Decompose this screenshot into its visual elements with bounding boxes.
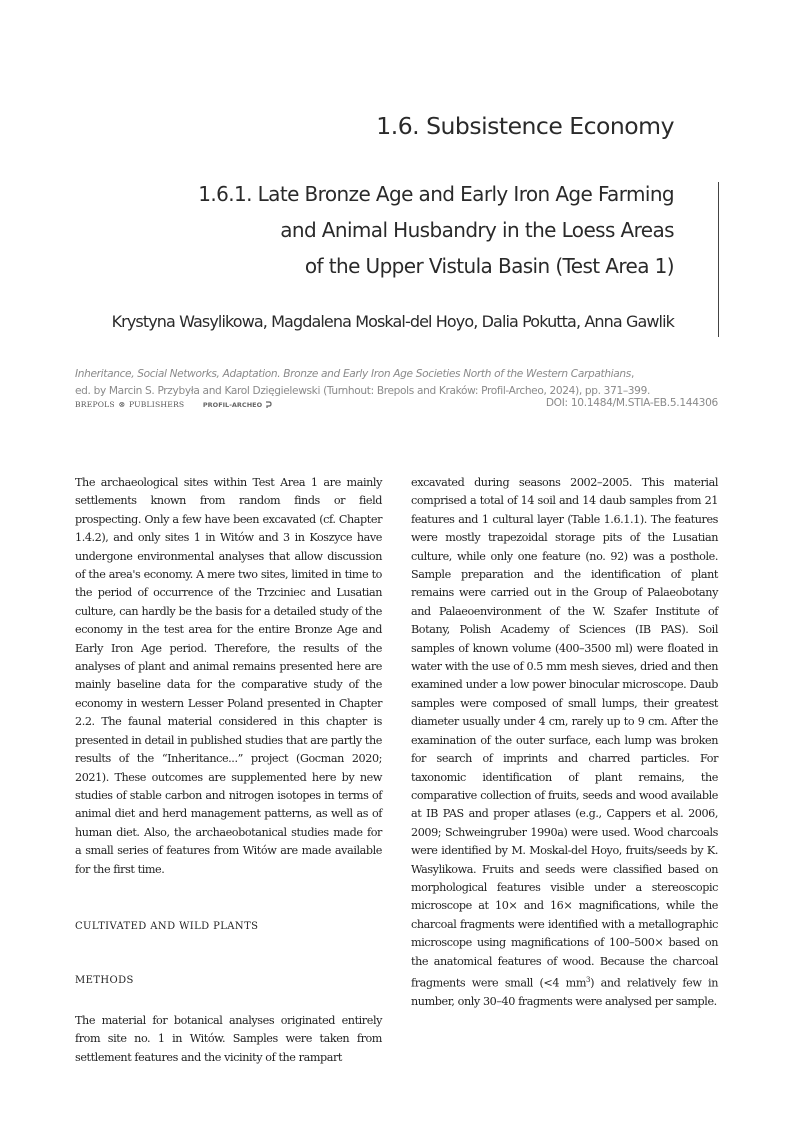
subheading-methods: METHODS bbox=[75, 975, 134, 987]
profil-archeo-mark-icon bbox=[265, 401, 272, 409]
methods-paragraph: The material for botanical analyses originated entirely from site no. 1 in Witów. Samples were taken from settlement features and the vicinity of the rampart bbox=[75, 1013, 382, 1064]
authors-line: Krystyna Wasylikowa, Magdalena Moskal-del Hoyo, Dalia Pokutta, Anna Gawlik bbox=[111, 312, 674, 331]
methods-continued-end: ) and relatively few in number, only 30–40 fragments were analysed per sample. bbox=[411, 976, 718, 1009]
superscript-3: 3 bbox=[586, 975, 591, 984]
chapter-title: 1.6. Subsistence Economy bbox=[376, 112, 674, 140]
citation-book-line: Inheritance, Social Networks, Adaptation. Bronze and Early Iron Age Societies North of the Western Carpathians, bbox=[75, 368, 634, 380]
methods-paragraph-continued bbox=[411, 474, 718, 1012]
citation-book-title: Inheritance, Social Networks, Adaptation. Bronze and Early Iron Age Societies North of the Western Carpathians bbox=[75, 368, 631, 380]
doi: DOI: 10.1484/M.STIA-EB.5.144306 bbox=[545, 397, 718, 409]
section-title-line: 1.6.1. Late Bronze Age and Early Iron Age Farming bbox=[198, 182, 674, 206]
subheading-cultivated-plants: CULTIVATED AND WILD PLANTS bbox=[75, 920, 259, 932]
left-column bbox=[75, 474, 382, 1067]
section-title bbox=[198, 176, 674, 284]
right-column bbox=[411, 474, 718, 1012]
methods-continued-text: excavated during seasons 2002–2005. This material comprised a total of 14 soil and 14 daub samples from 21 features and 1 cultural layer (Table 1.6.1.1). The features were mostly trapezoidal storage pits of the Lusatian culture, while only one feature (no. 92) was a posthole. Sample preparation and the identification of plant remains were carried out in the Group of Palaeobotany and Palaeoenvironment of the W. Szafer Institute of Botany, Polish Academy of Sciences (IB PAS). Soil samples of known volume (400–3500 ml) were floated in water with the use of 0.5 mm mesh sieves, dried and then examined under a low power binocular microscope. Daub samples were composed of small lumps, their greatest diameter usually under 4 cm, rarely up to 9 cm. After the examination of the outer surface, each lump was broken for search of imprints and charred particles. For taxonomic identification of plant remains, the comparative collection of fruits, seeds and wood available at IB PAS and proper atlases (e.g., Cappers et al. 2006, 2009; Schweingruber 1990a) were used. Wood charcoals were identified by M. Moskal-del Hoyo, fruits/seeds by K. Wasylikowa. Fruits and seeds were classified based on morphological features visible under a stereoscopic microscope at 10× and 16× magnifications, while the charcoal fragments were identified with a metallographic microscope using magnifications of 100–500× based on the anatomical features of wood. Because the charcoal fragments were small (<4 mm bbox=[411, 476, 718, 990]
brepols-mark-icon: ⊗ bbox=[118, 400, 126, 409]
title-vertical-rule bbox=[718, 182, 719, 337]
brepols-logo: BREPOLS bbox=[75, 400, 115, 409]
section-title-line: and Animal Husbandry in the Loess Areas bbox=[280, 218, 674, 242]
section-title-line: of the Upper Vistula Basin (Test Area 1) bbox=[304, 254, 674, 278]
profil-archeo-logo: PROFIL-ARCHEO bbox=[202, 401, 263, 409]
citation-editors: ed. by Marcin S. Przybyła and Karol Dzięgielewski (Turnhout: Brepols and Kraków: Profil-Archeo, 2024), pp. 371–399. bbox=[75, 385, 650, 397]
intro-paragraph: The archaeological sites within Test Area 1 are mainly settlements known from random finds or field prospecting. Only a few have been excavated (cf. Chapter 1.4.2), and only sites 1 in Witów and 3 in Koszyce have undergone environmental analyses that allow discussion of the area's economy. A mere two sites, limited in time to the period of occurrence of the Trzciniec and Lusatian culture, can hardly be the basis for a detailed study of the economy in the test area for the entire Bronze Age and Early Iron Age period. Therefore, the results of the analyses of plant and animal remains presented here are mainly baseline data for the comparative study of the economy in western Lesser Poland presented in Chapter 2.2. The faunal material considered in this chapter is presented in detail in published studies that are partly the results of the “Inheritance...” project (Gocman 2020; 2021). These outcomes are supplemented here by new studies of stable carbon and nitrogen isotopes in terms of animal diet and herd management patterns, as well as of human diet. Also, the archaeobotanical studies made for a small series of features from Witów are made available for the first time. bbox=[75, 476, 382, 876]
publisher-logos bbox=[75, 400, 272, 414]
citation-block bbox=[75, 366, 718, 400]
brepols-logo-suffix: PUBLISHERS bbox=[128, 400, 185, 409]
